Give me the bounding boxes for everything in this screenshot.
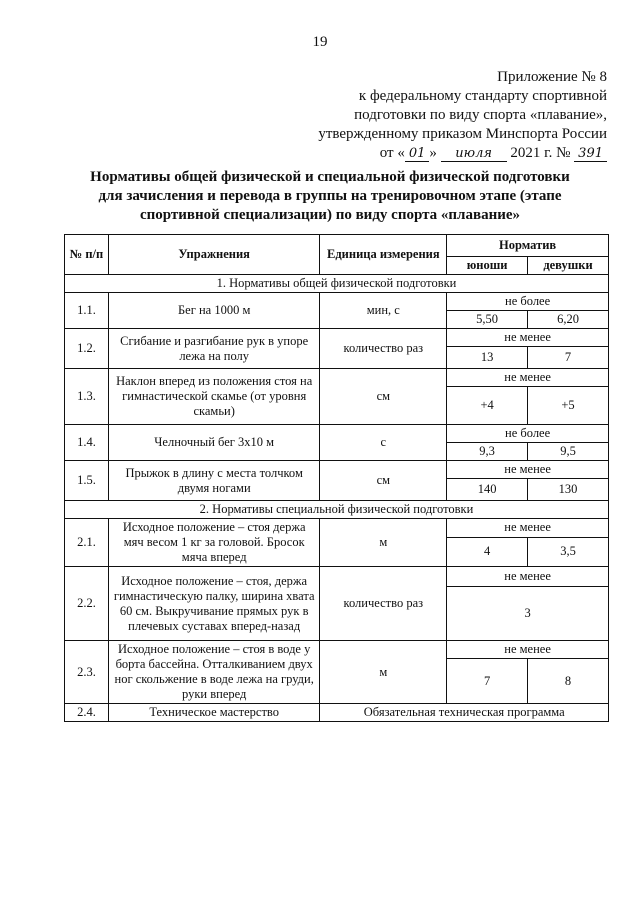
norm-boys: 4 (447, 537, 528, 566)
norm-girls: 8 (528, 659, 609, 704)
date-day: 01 (405, 146, 430, 162)
exercise-cell: Наклон вперед из положения стоя на гимнастической скамье (от уровня скамьи) (108, 369, 320, 425)
section-heading: 1. Нормативы общей физической подготовки (65, 275, 609, 293)
header-unit: Единица измерения (320, 235, 447, 275)
norm-boys: 9,3 (447, 443, 528, 461)
norm-girls: +5 (528, 387, 609, 425)
unit-cell: см (320, 461, 447, 501)
exercise-cell: Техническое мастерство (108, 704, 320, 722)
header-boys: юноши (447, 257, 528, 275)
norm-boys: 5,50 (447, 311, 528, 329)
appendix-header (277, 68, 607, 163)
order-number: 391 (574, 146, 607, 162)
exercise-cell: Прыжок в длину с места толчком двумя ногами (108, 461, 320, 501)
norm-condition: не менее (447, 461, 609, 479)
unit-cell: с (320, 425, 447, 461)
row-number: 1.3. (65, 369, 109, 425)
unit-cell: мин, с (320, 293, 447, 329)
appendix-line: утвержденному приказом Минспорта России (318, 126, 607, 142)
norm-condition: не менее (447, 641, 609, 659)
date-month: июля (441, 146, 507, 162)
unit-cell: м (320, 641, 447, 704)
unit-cell: м (320, 519, 447, 567)
norm-girls: 3,5 (528, 537, 609, 566)
header-girls: девушки (528, 257, 609, 275)
norm-condition: не более (447, 425, 609, 443)
title-line: Нормативы общей физической и специальной физической подготовки (90, 169, 570, 185)
norm-boys: 140 (447, 479, 528, 501)
norm-condition: не менее (447, 567, 609, 587)
section-heading: 2. Нормативы специальной физической подготовки (65, 501, 609, 519)
row-number: 2.3. (65, 641, 109, 704)
norm-boys: +4 (447, 387, 528, 425)
exercise-cell: Исходное положение – стоя в воде у борта бассейна. Отталкиванием двух ног скольжение в воде лежа на груди, руки вперед (108, 641, 320, 704)
appendix-line: к федеральному стандарту спортивной (358, 88, 607, 104)
page-number: 19 (312, 34, 328, 50)
norm-condition: не более (447, 293, 609, 311)
row-number: 2.1. (65, 519, 109, 567)
date-prefix: от « (379, 145, 405, 161)
row-number: 1.4. (65, 425, 109, 461)
norm-boys: 7 (447, 659, 528, 704)
exercise-cell: Челночный бег 3х10 м (108, 425, 320, 461)
title-line: спортивной специализации) по виду спорта «плавание» (139, 207, 521, 223)
unit-cell: количество раз (320, 567, 447, 641)
date-mid: » (429, 145, 437, 161)
exercise-cell: Бег на 1000 м (108, 293, 320, 329)
row-number: 2.2. (65, 567, 109, 641)
unit-cell: количество раз (320, 329, 447, 369)
program-cell: Обязательная техническая программа (320, 704, 609, 722)
header-num: № п/п (65, 235, 109, 275)
norm-girls: 6,20 (528, 311, 609, 329)
norms-table (64, 234, 609, 722)
norm-condition: не менее (447, 369, 609, 387)
date-year: 2021 г. № (510, 145, 571, 161)
norm-boys: 13 (447, 347, 528, 369)
appendix-title: Приложение № 8 (497, 69, 607, 85)
header-exercise: Упражнения (108, 235, 320, 275)
norm-condition: не менее (447, 329, 609, 347)
row-number: 1.5. (65, 461, 109, 501)
row-number: 1.2. (65, 329, 109, 369)
exercise-cell: Исходное положение – стоя, держа гимнастическую палку, ширина хвата 60 см. Выкручивание прямых рук в плечевых суставах вперед-назад (108, 567, 320, 641)
appendix-line: подготовки по виду спорта «плавание», (354, 107, 607, 123)
norm-girls: 9,5 (528, 443, 609, 461)
appendix-date-line (277, 144, 607, 163)
norm-condition: не менее (447, 519, 609, 538)
norm-both: 3 (447, 587, 609, 641)
title-line: для зачисления и перевода в группы на тренировочном этапе (этапе (98, 188, 562, 204)
row-number: 2.4. (65, 704, 109, 722)
document-title (60, 168, 600, 225)
exercise-cell: Исходное положение – стоя держа мяч весом 1 кг за головой. Бросок мяча вперед (108, 519, 320, 567)
exercise-cell: Сгибание и разгибание рук в упоре лежа на полу (108, 329, 320, 369)
norm-girls: 7 (528, 347, 609, 369)
header-norm: Норматив (447, 235, 609, 257)
unit-cell: см (320, 369, 447, 425)
row-number: 1.1. (65, 293, 109, 329)
norm-girls: 130 (528, 479, 609, 501)
